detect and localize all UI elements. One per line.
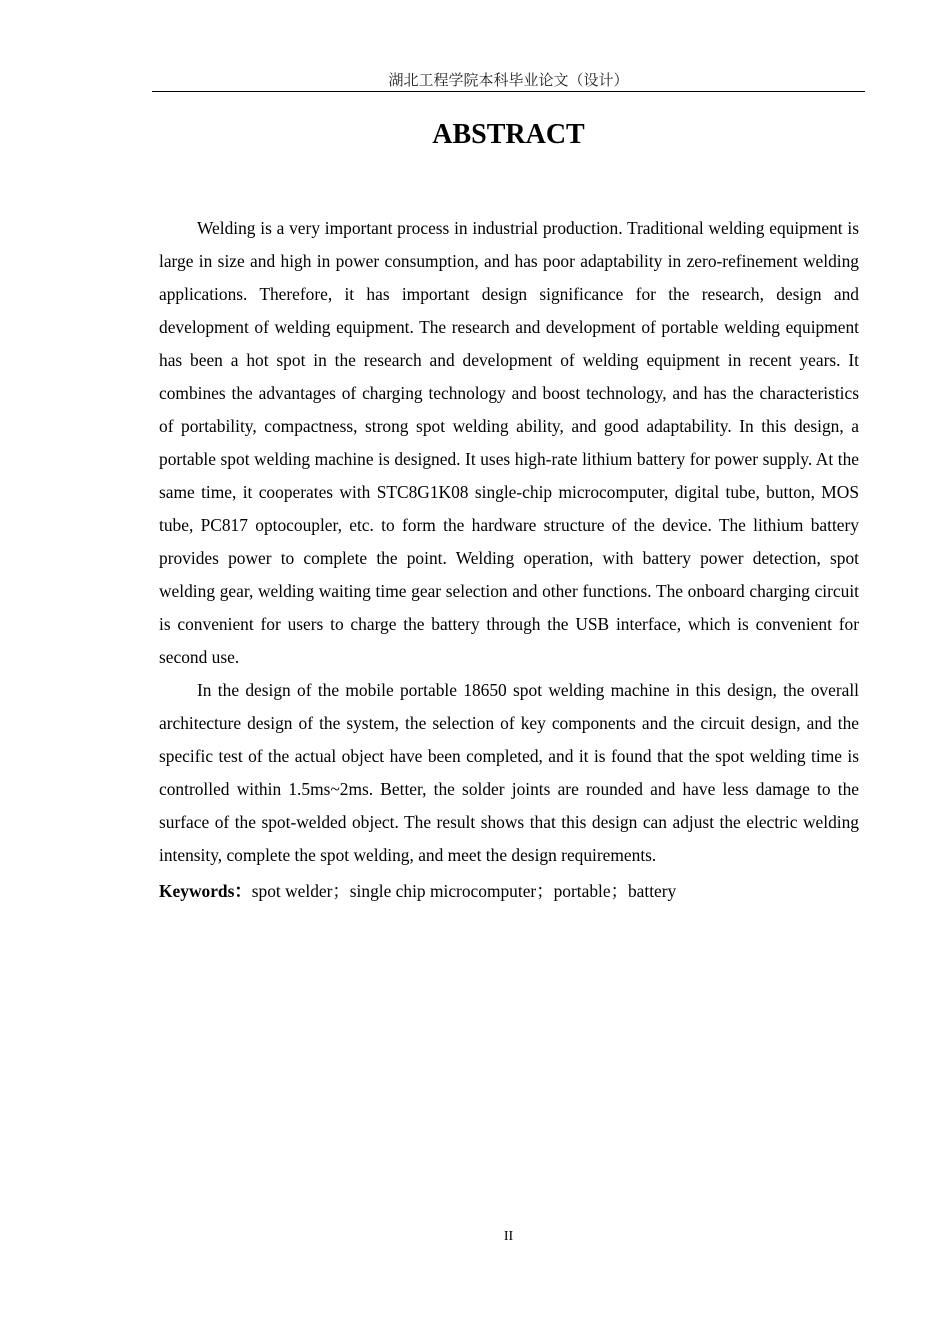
keywords-line — [159, 875, 859, 908]
keywords-text: spot welder；single chip microcomputer；portable；battery — [251, 881, 677, 901]
keywords-label: Keywords： — [159, 881, 252, 901]
abstract-body — [159, 212, 859, 908]
abstract-paragraph-2: In the design of the mobile portable 18650 spot welding machine in this design, the overall architecture design of the system, the selection of key components and the circuit design, and the specific test of the actual object have been completed, and it is found that the spot welding time is controlled within 1.5ms~2ms. Better, the solder joints are rounded and have less damage to the surface of the spot-welded object. The result shows that this design can adjust the electric welding intensity, complete the spot welding, and meet the design requirements. — [159, 680, 859, 865]
abstract-title: ABSTRACT — [432, 119, 585, 150]
running-header: 湖北工程学院本科毕业论文（设计） — [152, 70, 865, 92]
abstract-paragraph-1: Welding is a very important process in industrial production. Traditional welding equipment is large in size and high in power consumption, and has poor adaptability in zero-refinement welding applications. Therefore, it has important design significance for the research, design and development of welding equipment. The research and development of portable welding equipment has been a hot spot in the research and development of welding equipment in recent years. It combines the advantages of charging technology and boost technology, and has the characteristics of portability, compactness, strong spot welding ability, and good adaptability. In this design, a portable spot welding machine is designed. It uses high-rate lithium battery for power supply. At the same time, it cooperates with STC8G1K08 single-chip microcomputer, digital tube, button, MOS tube, PC817 optocoupler, etc. to form the hardware structure of the device. The lithium battery provides power to complete the point. Welding operation, with battery power detection, spot welding gear, welding waiting time gear selection and other functions. The onboard charging circuit is convenient for users to charge the battery through the USB interface, which is convenient for second use. — [159, 218, 859, 667]
page-number: II — [503, 1229, 514, 1244]
